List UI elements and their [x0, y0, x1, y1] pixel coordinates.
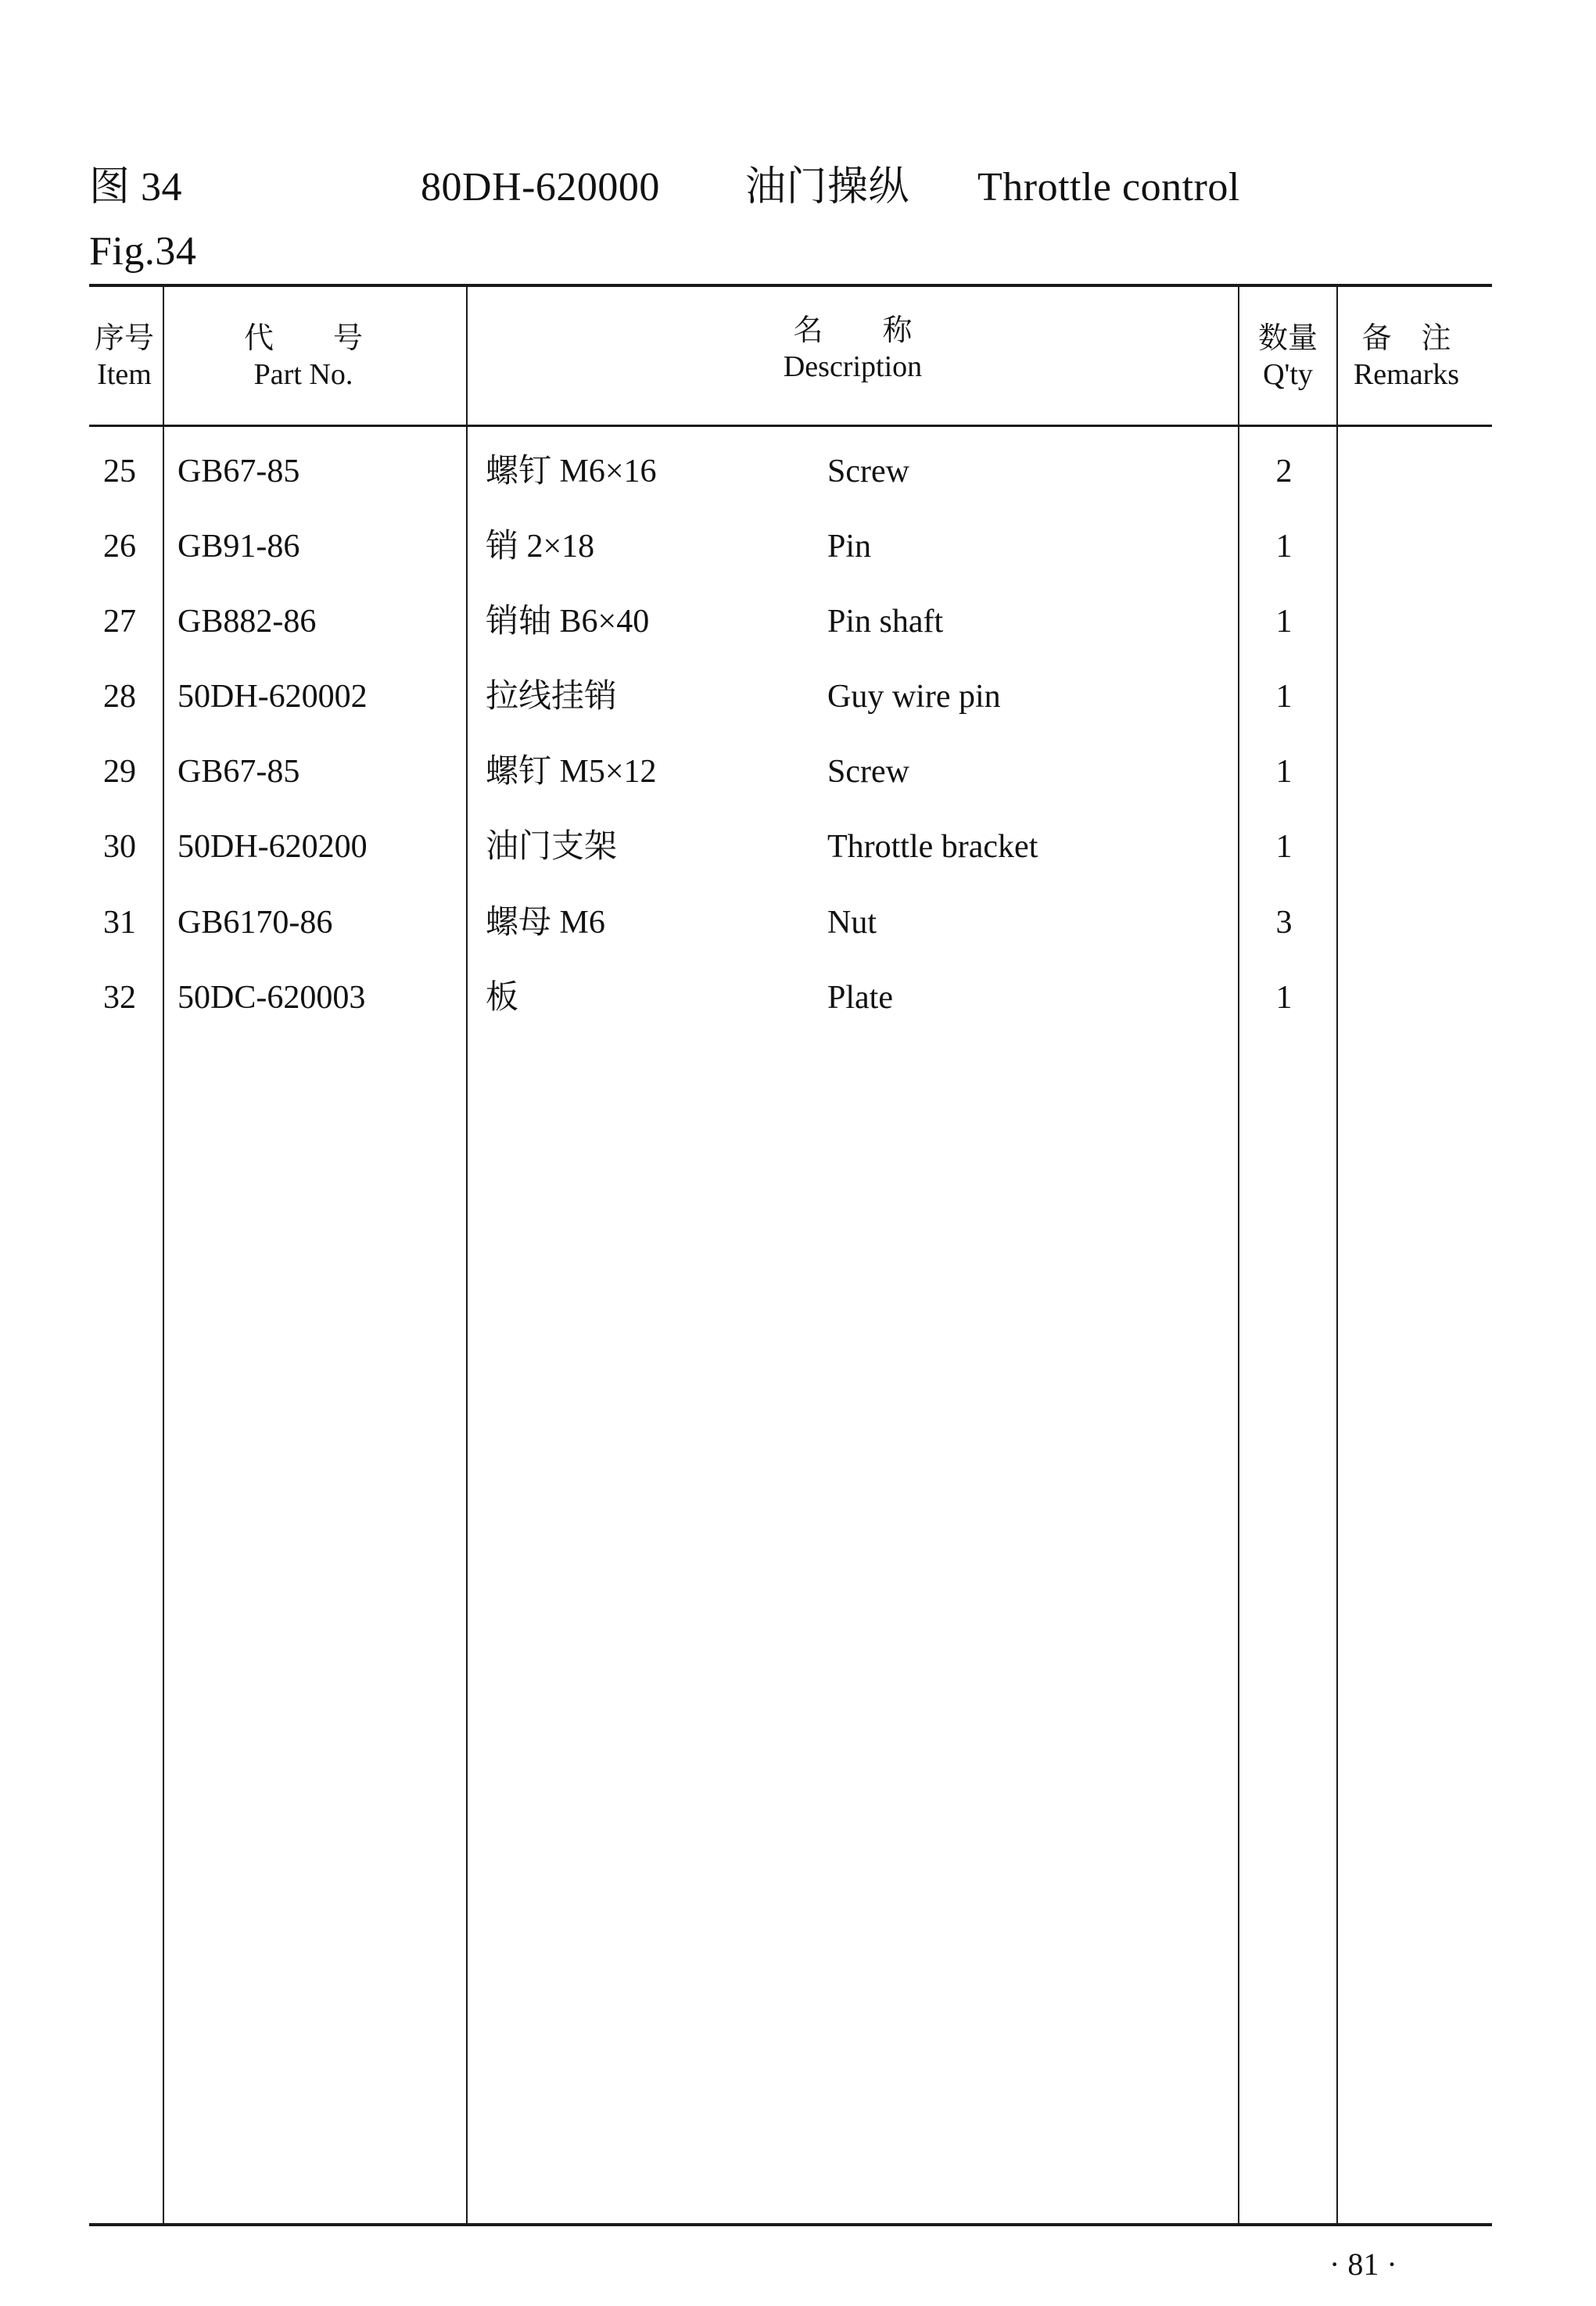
- description-cn: 销 2×18: [486, 529, 595, 565]
- description-cn: 油门支架: [486, 829, 618, 865]
- item-number: 32: [103, 980, 136, 1016]
- quantity: 1: [1275, 679, 1293, 715]
- description-cn: 拉线挂销: [486, 679, 618, 715]
- quantity: 2: [1275, 454, 1293, 490]
- item-number: 31: [103, 905, 136, 941]
- assembly-title-en: Throttle control: [977, 165, 1240, 210]
- description-cn: 螺钉 M5×12: [486, 754, 657, 790]
- part-number: 50DH-620002: [178, 679, 368, 715]
- description-cn: 螺钉 M6×16: [486, 454, 657, 490]
- column-header-remarks-en: Remarks: [1353, 358, 1460, 391]
- figure-label-en: Fig.34: [89, 229, 197, 274]
- description-en: Plate: [827, 980, 893, 1016]
- column-header-description-en: Description: [783, 350, 923, 383]
- assembly-code: 80DH-620000: [421, 165, 660, 210]
- part-number: GB91-86: [178, 529, 300, 565]
- description-en: Pin: [827, 529, 872, 565]
- column-header-item-en: Item: [97, 358, 152, 391]
- item-number: 29: [103, 754, 136, 790]
- column-header-partno-cn: 代 号: [243, 322, 363, 355]
- table-header-rule: [89, 425, 1492, 427]
- column-header-partno-en: Part No.: [253, 358, 353, 391]
- part-number: GB6170-86: [178, 905, 333, 941]
- part-number: GB882-86: [178, 604, 317, 640]
- item-number: 30: [103, 829, 136, 865]
- table-top-rule: [89, 284, 1492, 287]
- column-header-item-cn: 序号: [94, 322, 154, 355]
- part-number: 50DC-620003: [178, 980, 366, 1016]
- column-header-remarks-cn: 备 注: [1361, 322, 1451, 355]
- page-number: · 81 ·: [1329, 2247, 1397, 2282]
- quantity: 1: [1275, 829, 1293, 865]
- description-en: Pin shaft: [827, 604, 944, 640]
- table-bottom-rule: [89, 2223, 1492, 2226]
- description-en: Guy wire pin: [827, 679, 1001, 715]
- column-divider-partno: [466, 285, 468, 2225]
- description-en: Throttle bracket: [827, 829, 1038, 865]
- column-header-description-cn: 名 称: [793, 314, 913, 347]
- column-header-qty-cn: 数量: [1257, 322, 1318, 355]
- column-divider-item: [163, 285, 164, 2225]
- part-number: 50DH-620200: [178, 829, 368, 865]
- column-header-remarks: [1338, 321, 1475, 393]
- description-en: Nut: [827, 905, 877, 941]
- column-header-partno: [164, 321, 443, 393]
- column-header-description: [468, 313, 1238, 385]
- quantity: 3: [1275, 905, 1293, 941]
- figure-label-cn: 图 34: [89, 165, 183, 210]
- quantity: 1: [1275, 754, 1293, 790]
- column-header-item: [86, 321, 163, 393]
- quantity: 1: [1275, 529, 1293, 565]
- column-divider-qty: [1336, 285, 1338, 2225]
- part-number: GB67-85: [178, 754, 300, 790]
- column-header-qty-en: Q'ty: [1263, 358, 1313, 391]
- assembly-title-cn: 油门操纵: [745, 165, 910, 210]
- column-divider-desc: [1238, 285, 1239, 2225]
- column-header-qty: [1239, 321, 1336, 393]
- quantity: 1: [1275, 980, 1293, 1016]
- description-cn: 螺母 M6: [486, 905, 605, 941]
- item-number: 26: [103, 529, 136, 565]
- item-number: 28: [103, 679, 136, 715]
- description-en: Screw: [827, 454, 909, 490]
- description-en: Screw: [827, 754, 909, 790]
- part-number: GB67-85: [178, 454, 300, 490]
- quantity: 1: [1275, 604, 1293, 640]
- description-cn: 销轴 B6×40: [486, 604, 650, 640]
- description-cn: 板: [486, 980, 519, 1016]
- item-number: 25: [103, 454, 136, 490]
- item-number: 27: [103, 604, 136, 640]
